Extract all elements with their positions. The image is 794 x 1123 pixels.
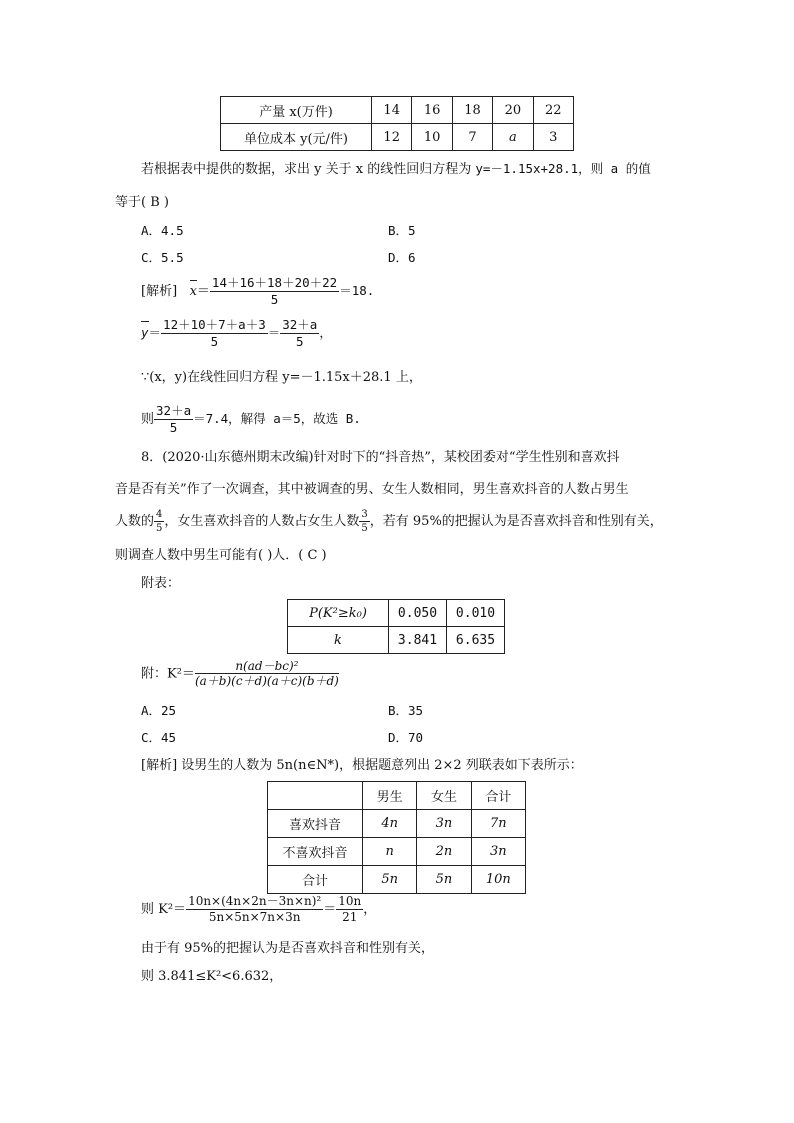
cell: 5n bbox=[417, 866, 471, 894]
solution-ybar: y＝ $\frac{12+10+7+a+3}{5}$ ＝ $\frac{32+a}{5}$ ， bbox=[141, 317, 332, 349]
cell: 3n bbox=[417, 810, 471, 838]
k2-computation: 则 K²＝ $\frac{\text{10n×(4n×2n－3n×n)²}}{5n\times 5n\times 7n\times 3n}$ ＝ $\frac{10n}{21}$ ， bbox=[141, 894, 377, 925]
k2-formula: 附：K²＝ $\frac{\text{n(ad－bc)²}}{(a+b)(c+d)(a+c)(b+d)}$ bbox=[141, 659, 339, 689]
q8-line1: 8．(2020·山东德州期末改编)针对时下的“抖音热”，某校团委对“学生性别和喜欢抖 bbox=[141, 450, 620, 465]
row-label: 不喜欢抖音 bbox=[268, 838, 363, 866]
header-cell: 合计 bbox=[471, 782, 525, 810]
solution-xbar: [解析] x＝ $\frac{14+16+18+20+22}{5}$ ＝18. bbox=[141, 275, 375, 307]
cell: 7 bbox=[452, 124, 492, 151]
conclusion-line2: 则 3.841≤K²<6.632， bbox=[141, 969, 283, 984]
cell: 16 bbox=[412, 97, 452, 124]
header-cell bbox=[268, 782, 363, 810]
option-a: A．25 bbox=[141, 703, 177, 718]
cell: 7n bbox=[471, 810, 525, 838]
critical-value-table bbox=[287, 599, 505, 654]
cell: 3 bbox=[533, 124, 573, 151]
cell: 3.841 bbox=[389, 627, 447, 654]
k-label: k bbox=[288, 627, 389, 654]
cell: 12 bbox=[372, 124, 412, 151]
q8-line3: 人数的 $\frac{4}{5}$ ，女生喜欢抖音的人数占女生人数 $\frac{3}{5}$ ，若有 95%的把握认为是否喜欢抖音和性别有关， bbox=[115, 509, 663, 534]
cell: 0.010 bbox=[447, 600, 505, 627]
cell: 10n bbox=[471, 866, 525, 894]
q7-stem-line2: 等于( B ) bbox=[115, 195, 169, 210]
cell: 10 bbox=[412, 124, 452, 151]
p-label: P(K²≥k₀) bbox=[288, 600, 389, 627]
cell: 6.635 bbox=[447, 627, 505, 654]
option-c: C．5.5 bbox=[141, 250, 184, 265]
then-line: 则 $\frac{32+a}{5}$ ＝7.4，解得 a＝5，故选 B. bbox=[141, 403, 361, 435]
production-cost-table bbox=[220, 96, 574, 151]
cell: 18 bbox=[452, 97, 492, 124]
option-d: D．6 bbox=[388, 250, 416, 265]
header-cell: 男生 bbox=[363, 782, 417, 810]
since-line: ∵(x，y)在线性回归方程 y=－1.15x＋28.1 上， bbox=[141, 370, 422, 385]
cell: 2n bbox=[417, 838, 471, 866]
q7-stem-line1: 若根据表中提供的数据，求出 y 关于 x 的线性回归方程为 y=－1.15x+28.1，则 a 的值 bbox=[141, 161, 651, 177]
option-d: D．70 bbox=[388, 730, 424, 745]
cell: 14 bbox=[372, 97, 412, 124]
row-label: 喜欢抖音 bbox=[268, 810, 363, 838]
row-label: 合计 bbox=[268, 866, 363, 894]
cell: 22 bbox=[533, 97, 573, 124]
option-c: C．45 bbox=[141, 730, 177, 745]
cell: a bbox=[493, 124, 533, 151]
option-b: B．5 bbox=[388, 223, 416, 238]
regression-equation: y=－1.15x+28.1，则 a 的值 bbox=[475, 161, 651, 176]
cell: 3n bbox=[471, 838, 525, 866]
q8-line4: 则调查人数中男生可能有( )人．( C ) bbox=[115, 548, 327, 563]
cell: 20 bbox=[493, 97, 533, 124]
cell: 5n bbox=[363, 866, 417, 894]
q8-line2: 音是否有关”作了一次调查，其中被调查的男、女生人数相同，男生喜欢抖音的人数占男生 bbox=[115, 482, 629, 497]
cell: n bbox=[363, 838, 417, 866]
appendix-label: 附表： bbox=[141, 576, 181, 591]
solution-setup: [解析] 设男生的人数为 5n(n∈N*)，根据题意列出 2×2 列联表如下表所示： bbox=[141, 758, 583, 773]
solution-label: [解析] bbox=[141, 283, 178, 299]
header-cell: 女生 bbox=[417, 782, 471, 810]
conclusion-line1: 由于有 95%的把握认为是否喜欢抖音和性别有关， bbox=[141, 941, 435, 956]
option-a: A．4.5 bbox=[141, 223, 184, 238]
cell: 4n bbox=[363, 810, 417, 838]
contingency-table bbox=[267, 781, 526, 894]
row-label-production: 产量 x(万件) bbox=[221, 97, 372, 124]
option-b: B．35 bbox=[388, 703, 424, 718]
cell: 0.050 bbox=[389, 600, 447, 627]
row-label-unit-cost: 单位成本 y(元/件) bbox=[221, 124, 372, 151]
